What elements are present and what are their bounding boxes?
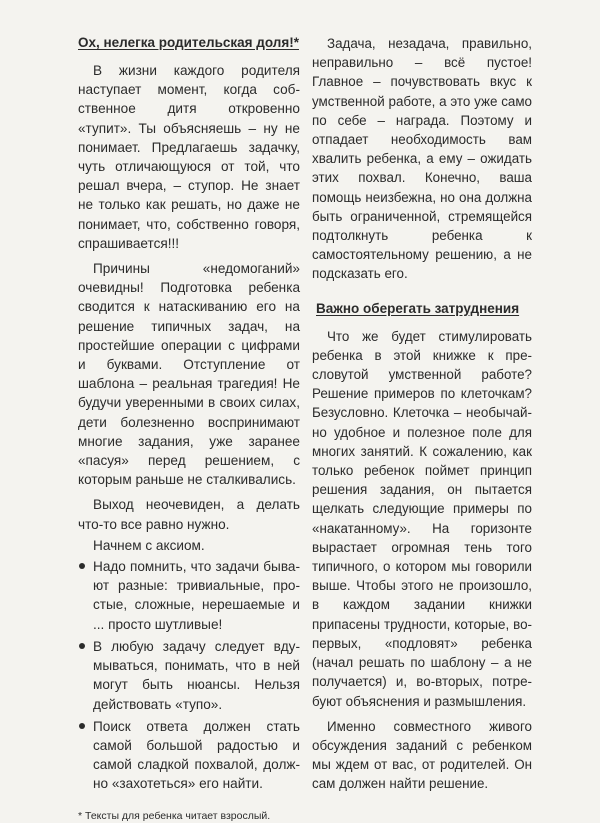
- axiom-text-1: Надо помнить, что задачи бывают разные: тривиальные, простые, сложные, нерешаемые и ... просто шутливые!: [93, 559, 300, 632]
- right-heading: Важно оберегать затруднения: [316, 300, 520, 316]
- left-paragraph-4: Начнем с аксиом.: [93, 537, 205, 553]
- footnote: * Тексты для ребенка читает взрослый.: [78, 809, 271, 822]
- axiom-item-3: [78, 717, 300, 794]
- axiom-list: [78, 557, 300, 793]
- left-heading: Ох, нелегка родительская доля!*: [78, 35, 299, 50]
- left-paragraph-2: Причины «недомоганий» очевидны! Подготовка ребенка сводится к натаскиванию его на решение типичных задач, на простейшие операции с цифрами и буквами. Отступление от шаблона – реальная трагедия! Не будучи уверенными в своих силах, дети болезненно воспринимают многие задания, уже заранее «пасуя» перед решением, с которым раньше не сталкивались.: [78, 261, 300, 488]
- right-column: [312, 34, 532, 794]
- bullet-icon: [79, 723, 85, 729]
- axiom-item-2: [78, 637, 300, 714]
- axiom-text-3: Поиск ответа должен стать самой большой радостью и самой сладкой похвалой, должно «захотеться» его найти.: [93, 718, 300, 792]
- bullet-icon: [79, 563, 85, 569]
- left-paragraph-3: Выход неочевиден, а делать что-то все равно нужно.: [78, 497, 300, 532]
- axiom-item-1: [78, 557, 300, 634]
- right-paragraph-3: Именно совместного живого обсуждения заданий с ребенком мы ждем от вас, от родителей. Он сам должен найти решение.: [312, 718, 532, 792]
- right-paragraph-1: Задача, незадача, правильно, неправильно – всё пустое! Главное – почувствовать вкус к умственной работе, а это уже само по себе – награда. Поэтому и отпадает необходимость вам хвалить ребенка, а ему – ожидать этих похвал. Конечно, ваша помощь неизбежна, но она должна быть ограниченной, стремящейся подтолкнуть ребенка к самостоятельному решению, а не подсказать его.: [312, 36, 532, 282]
- bullet-icon: [79, 643, 85, 649]
- axiom-text-2: В любую задачу следует вдумываться, понимать, что в ней могут быть нюансы. Нельзя действовать «тупо».: [93, 638, 300, 712]
- section-spacer: [312, 284, 532, 298]
- left-column: [78, 34, 300, 823]
- right-paragraph-2: Что же будет стимулировать ребенка в этой книжке к пресловутой умственной работе? Решение примеров по клеточкам? Безусловно. Клеточка – необычайно удобное и полезное поле для многих занятий. К сожалению, как только ребенок поймет принцип решения задания, он пытается щелкать следующие примеры по «накатанному». На горизонте вырастает огромная тень того типичного, о котором мы говорили выше. Чтобы этого не произошло, в каждом задании книжки припасены трудности, которые, во-первых, «подловят» ребенка (начал решать по шаблону – а не получается) и, во-вторых, потребуют объяснения и размышления.: [312, 328, 532, 709]
- left-paragraph-1: В жизни каждого родителя наступает момент, когда собственное дитя откровенно «тупит». Ты объясняешь – ну не понимает. Предлагаешь задачку, чуть отличающуюся от той, что решал вчера, – ступор. Не знает не только как решать, но даже не понимает, что, собственно говоря, спрашивается!!!: [78, 63, 300, 251]
